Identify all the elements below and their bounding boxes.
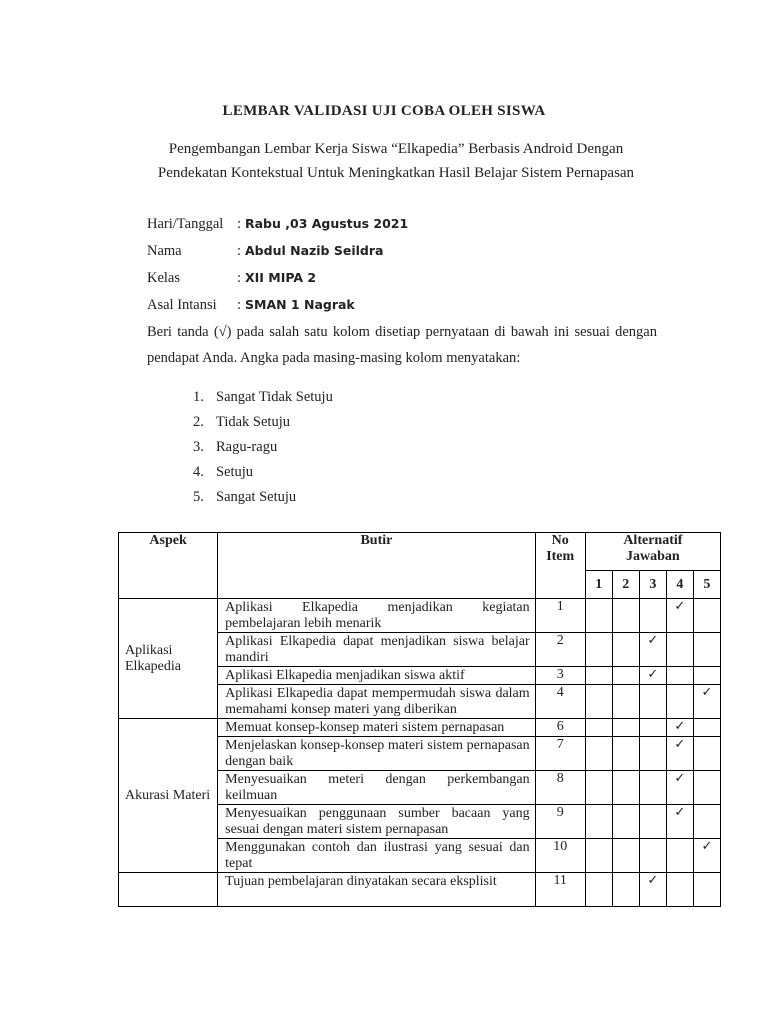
item-number-cell: 4: [535, 685, 585, 719]
answer-cell[interactable]: [639, 839, 666, 873]
checkmark-icon[interactable]: [666, 771, 693, 805]
answer-cell[interactable]: [693, 805, 720, 839]
answer-cell[interactable]: [639, 719, 666, 737]
item-number-cell: 7: [535, 737, 585, 771]
info-row-date: [147, 216, 408, 236]
table-row: [119, 719, 721, 737]
checkmark-icon[interactable]: [639, 633, 666, 667]
scale-label: Sangat Tidak Setuju: [216, 389, 333, 405]
item-number-cell: 6: [535, 719, 585, 737]
answer-cell[interactable]: [612, 805, 639, 839]
answer-cell[interactable]: [585, 685, 612, 719]
aspect-cell: Akurasi Materi: [119, 719, 218, 873]
answer-cell[interactable]: [585, 599, 612, 633]
instruction-text: Beri tanda (√) pada salah satu kolom disetiap pernyataan di bawah ini sesuai dengan pendapat Anda. Angka pada masing-masing kolom menyatakan:: [147, 324, 657, 366]
answer-cell[interactable]: [666, 633, 693, 667]
info-row-class: [147, 270, 316, 290]
answer-cell[interactable]: [666, 685, 693, 719]
scale-item: [193, 414, 290, 431]
statement-cell: Menjelaskan konsep-konsep materi sistem pernapasan dengan baik: [218, 737, 536, 771]
answer-cell[interactable]: [585, 737, 612, 771]
aspect-cell: [119, 873, 218, 907]
answer-cell[interactable]: [612, 685, 639, 719]
item-number-cell: 1: [535, 599, 585, 633]
answer-cell[interactable]: [693, 719, 720, 737]
answer-cell[interactable]: [639, 599, 666, 633]
answer-cell[interactable]: [639, 737, 666, 771]
answer-cell[interactable]: [693, 873, 720, 907]
statement-cell: Aplikasi Elkapedia menjadikan siswa aktif: [218, 667, 536, 685]
statement-cell: Tujuan pembelajaran dinyatakan secara eksplisit: [218, 873, 536, 907]
subtitle-line-2: Pendekatan Kontekstual Untuk Meningkatkan Hasil Belajar Sistem Pernapasan: [157, 165, 635, 181]
checkmark-icon[interactable]: [666, 805, 693, 839]
scale-label: Sangat Setuju: [216, 489, 297, 505]
answer-cell[interactable]: [585, 873, 612, 907]
answer-cell[interactable]: [693, 599, 720, 633]
item-number-cell: 11: [535, 873, 585, 907]
answer-cell[interactable]: [693, 667, 720, 685]
answer-cell[interactable]: [666, 839, 693, 873]
statement-cell: Aplikasi Elkapedia dapat mempermudah siswa dalam memahami konsep materi yang diberikan: [218, 685, 536, 719]
checkmark-icon[interactable]: [639, 667, 666, 685]
scale-number: 2.: [193, 414, 204, 430]
answer-cell[interactable]: [693, 771, 720, 805]
answer-cell[interactable]: [585, 633, 612, 667]
info-row-name: [147, 243, 383, 263]
institution-label: Asal Intansi: [147, 297, 217, 313]
answer-cell[interactable]: [585, 667, 612, 685]
scale-number: 5.: [193, 489, 204, 505]
name-value: Abdul Nazib Seildra: [245, 243, 384, 258]
header-butir: Butir: [218, 533, 536, 599]
name-separator: :: [237, 243, 242, 259]
statement-cell: Memuat konsep-konsep materi sistem pernapasan: [218, 719, 536, 737]
header-option-4: 4: [666, 571, 693, 599]
answer-cell[interactable]: [612, 839, 639, 873]
answer-cell[interactable]: [612, 667, 639, 685]
scale-number: 1.: [193, 389, 204, 405]
statement-cell: Menyesuaikan penggunaan sumber bacaan yang sesuai dengan materi sistem pernapasan: [218, 805, 536, 839]
answer-cell[interactable]: [585, 839, 612, 873]
header-aspek: Aspek: [119, 533, 218, 599]
answer-cell[interactable]: [639, 685, 666, 719]
statement-cell: Menyesuaikan meteri dengan perkembangan keilmuan: [218, 771, 536, 805]
info-row-institution: [147, 297, 355, 317]
answer-cell[interactable]: [693, 737, 720, 771]
table-row: [119, 599, 721, 633]
scale-item: [193, 464, 253, 481]
answer-cell[interactable]: [612, 599, 639, 633]
aspect-cell: Aplikasi Elkapedia: [119, 599, 218, 719]
answer-cell[interactable]: [612, 873, 639, 907]
answer-cell[interactable]: [693, 633, 720, 667]
scale-label: Setuju: [216, 464, 254, 480]
statement-cell: Aplikasi Elkapedia menjadikan kegiatan pembelajaran lebih menarik: [218, 599, 536, 633]
statement-cell: Menggunakan contoh dan ilustrasi yang sesuai dan tepat: [218, 839, 536, 873]
scale-number: 3.: [193, 439, 204, 455]
name-label: Nama: [147, 243, 182, 259]
header-option-1: 1: [585, 571, 612, 599]
answer-cell[interactable]: [612, 771, 639, 805]
checkmark-icon[interactable]: [693, 685, 720, 719]
item-number-cell: 9: [535, 805, 585, 839]
class-value: XII MIPA 2: [245, 270, 317, 285]
document-title: LEMBAR VALIDASI UJI COBA OLEH SISWA: [222, 103, 546, 119]
class-separator: :: [237, 270, 242, 286]
answer-cell[interactable]: [666, 667, 693, 685]
table-row: [119, 873, 721, 907]
answer-cell[interactable]: [585, 805, 612, 839]
item-number-cell: 3: [535, 667, 585, 685]
class-label: Kelas: [147, 270, 181, 286]
checkmark-icon[interactable]: [666, 737, 693, 771]
answer-cell[interactable]: [612, 633, 639, 667]
scale-label: Tidak Setuju: [216, 414, 290, 430]
scale-number: 4.: [193, 464, 204, 480]
answer-cell[interactable]: [585, 771, 612, 805]
item-number-cell: 8: [535, 771, 585, 805]
scale-item: [193, 489, 296, 506]
scale-item: [193, 439, 277, 456]
header-option-3: 3: [639, 571, 666, 599]
checkmark-icon[interactable]: [666, 599, 693, 633]
date-value: Rabu ,03 Agustus 2021: [245, 216, 409, 231]
header-option-2: 2: [612, 571, 639, 599]
scale-item: [193, 389, 333, 406]
date-label: Hari/Tanggal: [147, 216, 224, 232]
header-no-item: No Item: [535, 533, 585, 599]
date-separator: :: [237, 216, 242, 232]
answer-cell[interactable]: [612, 737, 639, 771]
item-number-cell: 2: [535, 633, 585, 667]
checkmark-icon[interactable]: [639, 873, 666, 907]
institution-value: SMAN 1 Nagrak: [245, 297, 355, 312]
scale-label: Ragu-ragu: [216, 439, 278, 455]
checkmark-icon[interactable]: [693, 839, 720, 873]
header-alternatif: Alternatif Jawaban: [585, 533, 720, 571]
subtitle-line-1: Pengembangan Lembar Kerja Siswa “Elkapedia” Berbasis Android Dengan: [168, 141, 624, 157]
answer-cell[interactable]: [639, 771, 666, 805]
statement-cell: Aplikasi Elkapedia dapat menjadikan siswa belajar mandiri: [218, 633, 536, 667]
item-number-cell: 10: [535, 839, 585, 873]
institution-separator: :: [237, 297, 242, 313]
validation-table: [118, 532, 721, 907]
answer-cell[interactable]: [585, 719, 612, 737]
answer-cell[interactable]: [666, 873, 693, 907]
checkmark-icon[interactable]: [666, 719, 693, 737]
answer-cell[interactable]: [612, 719, 639, 737]
answer-cell[interactable]: [639, 805, 666, 839]
header-option-5: 5: [693, 571, 720, 599]
